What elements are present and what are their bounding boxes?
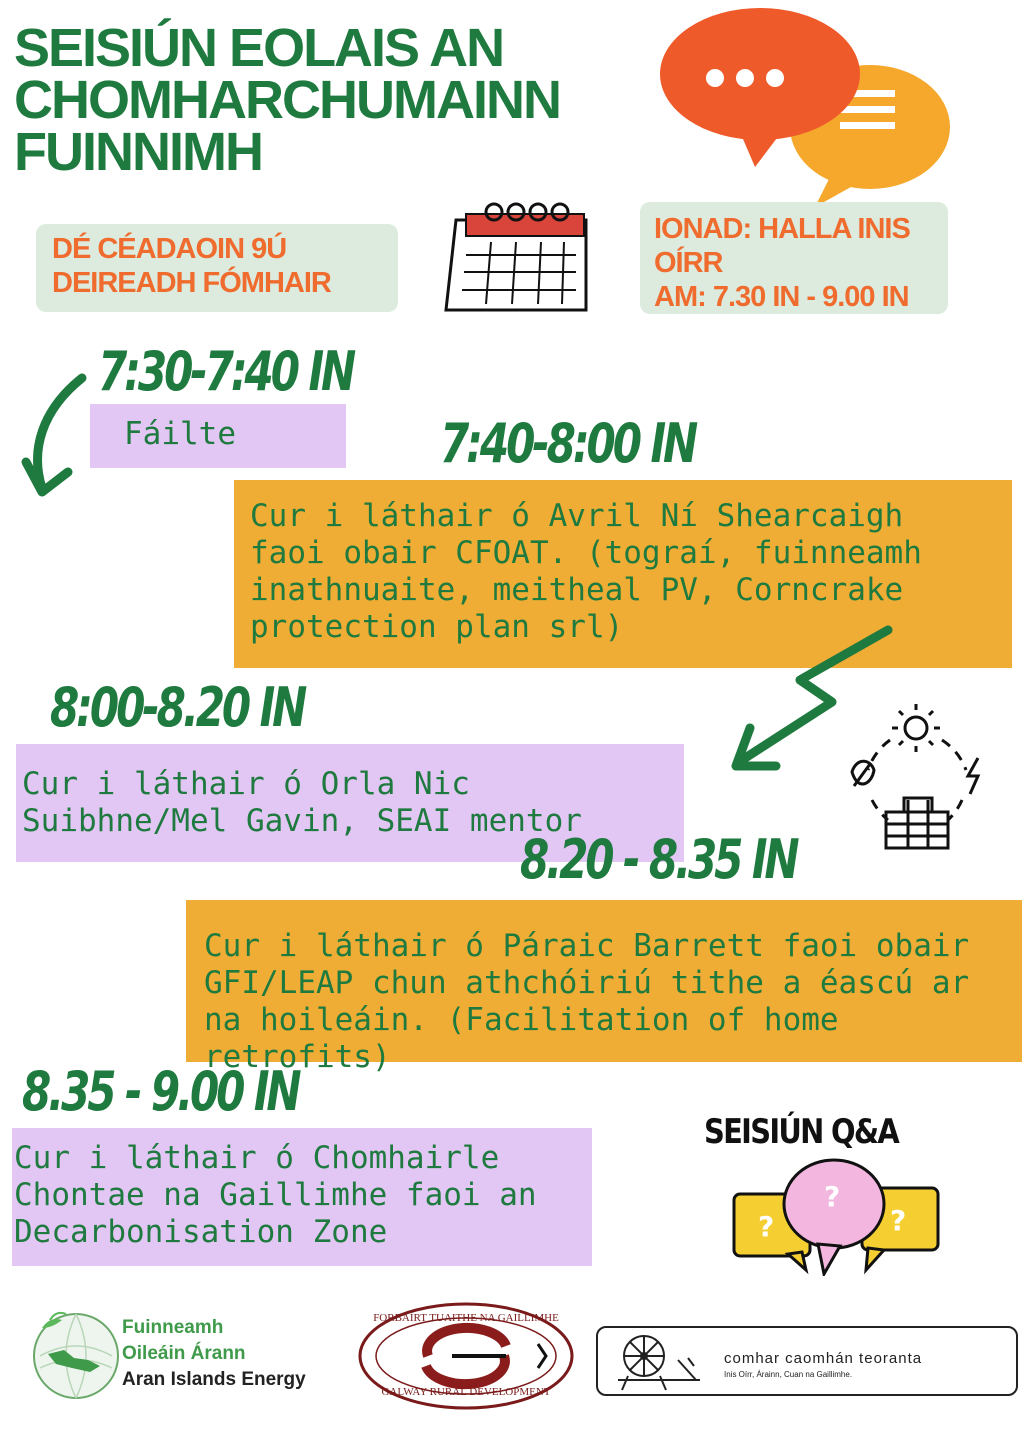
page-title bbox=[14, 18, 654, 182]
speech-bubbles-icon bbox=[660, 2, 950, 212]
venue-line-1: IONAD: HALLA INIS bbox=[654, 213, 910, 245]
title-line-2: CHOMHARCHUMAINN bbox=[14, 70, 560, 130]
comhar-logo-name: comhar caomhán teoranta bbox=[724, 1350, 923, 1367]
energy-cycle-icon bbox=[838, 700, 998, 854]
galway-logo-top-text: FORBAIRT TUAITHE NA GAILLIMHE bbox=[373, 1312, 559, 1324]
venue-line-3: AM: 7.30 IN - 9.00 IN bbox=[654, 281, 909, 313]
agenda-time-5: 8.35 - 9.00 IN bbox=[22, 1060, 299, 1123]
galway-logo-bottom-text: GALWAY RURAL DEVELOPMENT bbox=[381, 1386, 551, 1398]
spinning-wheel-icon bbox=[608, 1330, 708, 1394]
agenda-box-4 bbox=[186, 900, 1022, 1075]
date-line-2: DEIREADH FÓMHAIR bbox=[52, 267, 331, 299]
comhar-logo-address: Inis Oírr, Árainn, Cuan na Gaillimhe. bbox=[724, 1370, 853, 1379]
agenda-text-3: Cur i láthair ó Orla Nic Suibhne/Mel Gavin, SEAI mentor bbox=[22, 766, 582, 839]
qa-label: SEISIÚN Q&A bbox=[704, 1112, 899, 1152]
venue-box bbox=[640, 202, 948, 314]
venue-line-2: OÍRR bbox=[654, 247, 723, 279]
qa-mark-right: ? bbox=[890, 1204, 907, 1237]
agenda-text-1: Fáilte bbox=[124, 416, 236, 452]
agenda-text-2: Cur i láthair ó Avril Ní Shearcaigh faoi obair CFOAT. (tograí, fuinneamh inathnuaite, meitheal PV, Corncrake protection plan srl) bbox=[250, 498, 922, 645]
agenda-time-4: 8.20 - 8.35 IN bbox=[520, 828, 797, 891]
aran-energy-logo bbox=[26, 1306, 326, 1402]
qa-mark-left: ? bbox=[758, 1210, 775, 1243]
qa-mark-center: ? bbox=[824, 1180, 841, 1213]
aran-logo-line-2: Oileáin Árann bbox=[122, 1343, 246, 1364]
aran-logo-line-1: Fuinneamh bbox=[122, 1317, 224, 1338]
agenda-time-3: 8:00-8.20 IN bbox=[50, 676, 305, 739]
agenda-text-5: Cur i láthair ó Chomhairle Chontae na Gaillimhe faoi an Decarbonisation Zone bbox=[14, 1140, 537, 1250]
agenda-time-1: 7:30-7:40 IN bbox=[98, 340, 354, 403]
qa-bubbles-icon bbox=[728, 1158, 942, 1276]
date-box bbox=[36, 224, 398, 312]
galway-rural-logo bbox=[356, 1300, 576, 1412]
globe-icon bbox=[26, 1306, 126, 1402]
curved-arrow-icon bbox=[12, 370, 92, 500]
agenda-text-4: Cur i láthair ó Páraic Barrett faoi obair GFI/LEAP chun athchóiriú tithe a éascú ar na hoileáin. (Facilitation of home retrofits) bbox=[204, 928, 970, 1075]
comhar-caomhan-logo bbox=[596, 1326, 1018, 1396]
title-line-3: FUINNIMH bbox=[14, 122, 262, 182]
agenda-time-2: 7:40-8:00 IN bbox=[440, 412, 696, 475]
agenda-box-5 bbox=[12, 1128, 592, 1266]
date-line-1: DÉ CÉADAOIN 9Ú bbox=[52, 233, 287, 265]
agenda-box-1 bbox=[90, 404, 346, 468]
aran-logo-line-3: Aran Islands Energy bbox=[122, 1369, 306, 1390]
title-line-1: SEISIÚN EOLAIS AN bbox=[14, 18, 504, 78]
calendar-icon bbox=[436, 200, 596, 320]
